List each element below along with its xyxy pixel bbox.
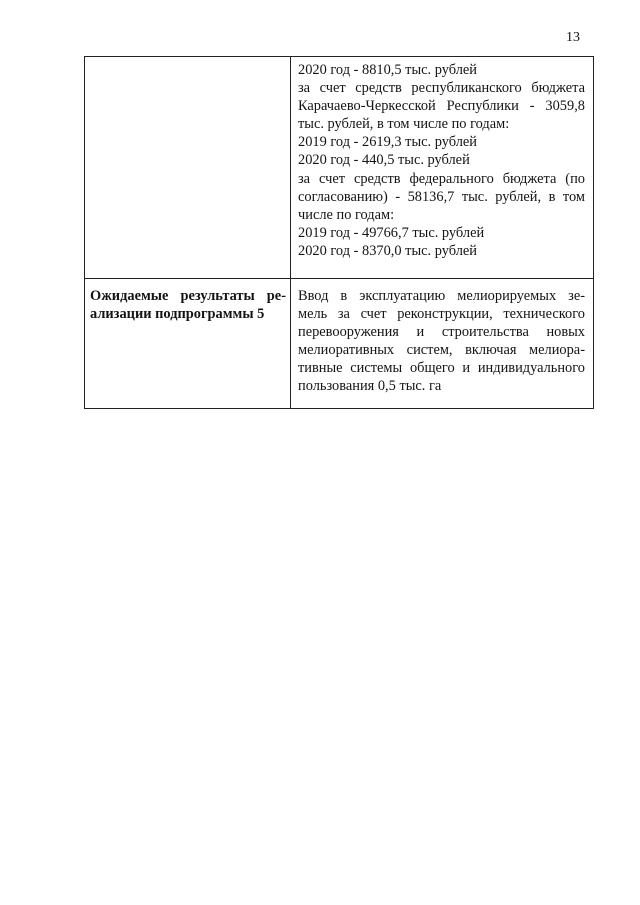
- table-row: [85, 57, 594, 279]
- funding-line: 2020 год - 440,5 тыс. рублей: [298, 152, 470, 169]
- label-line: ализации подпрограммы 5: [90, 306, 265, 323]
- table-row: [85, 279, 594, 409]
- results-line: перевооружения и строительства новых: [298, 324, 585, 341]
- funding-line: 2020 год - 8370,0 тыс. рублей: [298, 242, 477, 259]
- results-line: мель за счет реконструкции, технического: [298, 306, 585, 323]
- program-table: [84, 56, 594, 409]
- label-line: Ожидаемые результаты ре-: [90, 288, 286, 304]
- results-line: тивные системы общего и индивидуального: [298, 360, 585, 377]
- funding-details-cell: [291, 57, 594, 279]
- funding-line: Карачаево-Черкесской Республики - 3059,8: [298, 98, 585, 115]
- results-line: пользования 0,5 тыс. га: [298, 378, 442, 395]
- page-number: 13: [566, 30, 580, 45]
- funding-line: 2019 год - 49766,7 тыс. рублей: [298, 224, 485, 241]
- table-cell-empty: [85, 57, 291, 279]
- funding-line: тыс. рублей, в том числе по годам:: [298, 116, 510, 133]
- expected-results-label: [90, 287, 286, 323]
- results-line: мелиоративных систем, включая мелиора-: [298, 342, 585, 359]
- funding-line: 2019 год - 2619,3 тыс. рублей: [298, 134, 477, 151]
- funding-line: 2020 год - 8810,5 тыс. рублей: [298, 62, 477, 78]
- funding-line: за счет средств федерального бюджета (по: [298, 170, 585, 187]
- results-line: Ввод в эксплуатацию мелиорируемых зе-: [298, 288, 585, 304]
- expected-results-text-cell: [291, 279, 594, 409]
- funding-line: за счет средств республиканского бюджета: [298, 80, 585, 97]
- funding-line: согласованию) - 58136,7 тыс. рублей, в том: [298, 188, 585, 205]
- expected-results-label-cell: [85, 279, 291, 409]
- funding-line: числе по годам:: [298, 206, 395, 223]
